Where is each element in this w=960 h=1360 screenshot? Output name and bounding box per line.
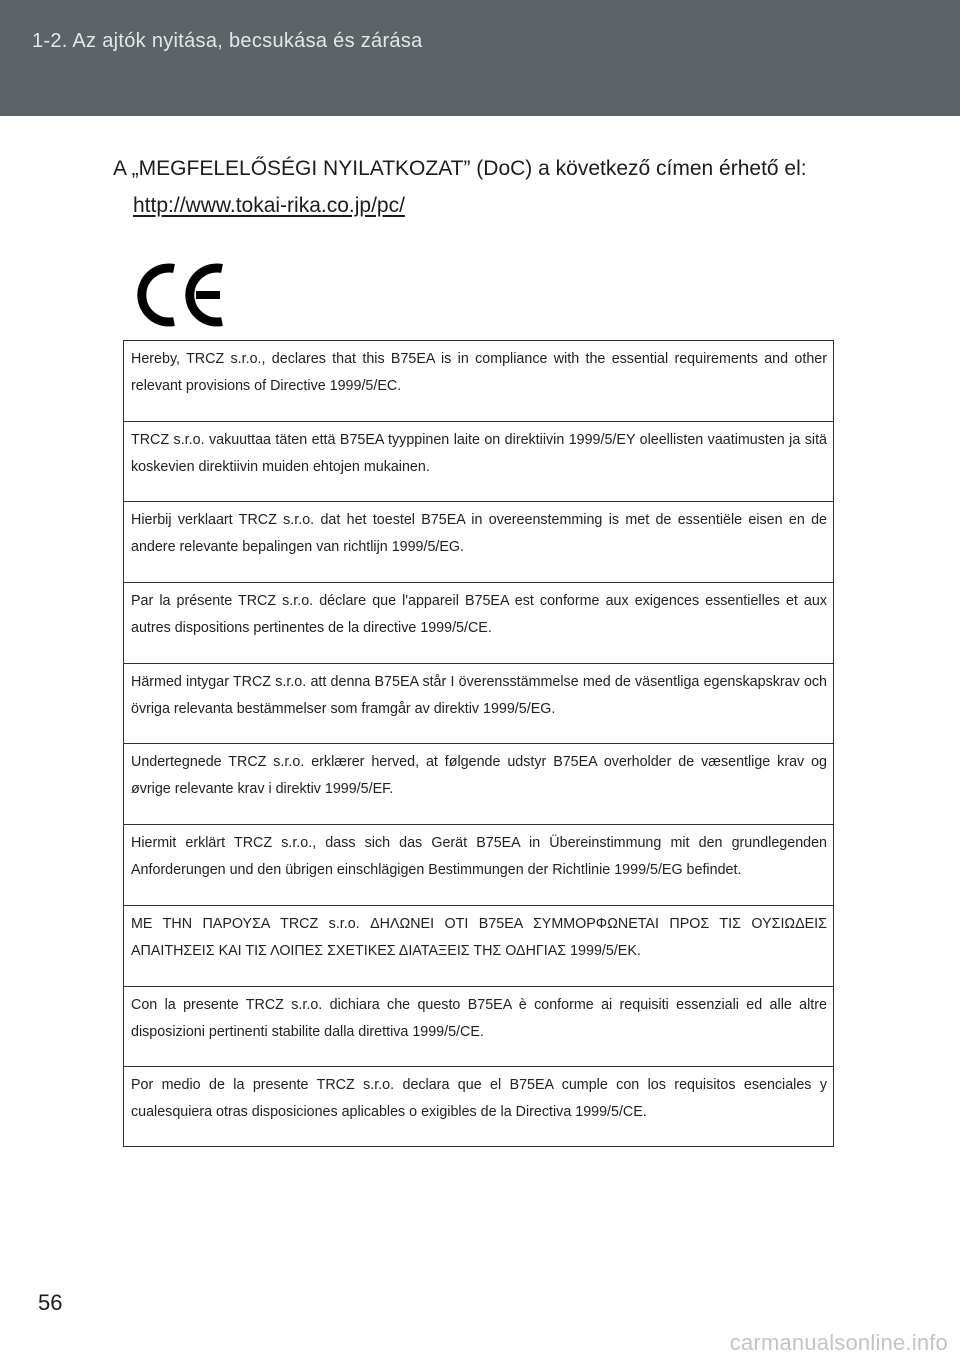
ce-mark-icon [136, 262, 226, 333]
page-number: 56 [38, 1290, 63, 1315]
doc-availability-text: A „MEGFELELŐSÉGI NYILATKOZAT” (DoC) a következő címen érhető el: [113, 157, 807, 180]
declaration-fi: TRCZ s.r.o. vakuuttaa täten että B75EA tyyppinen laite on direktiivin 1999/5/EY oleellisten vaatimusten ja sitä koskevien direktiivin muiden ehtojen mukainen. [124, 422, 833, 503]
declaration-el: ΜΕ ΤΗΝ ΠΑΡΟΥΣΑ TRCZ s.r.o. ΔΗΛΩΝΕΙ ΟΤΙ B75EA ΣΥΜΜΟΡΦΩΝΕΤΑΙ ΠΡΟΣ ΤΙΣ ΟΥΣΙΩΔΕΙΣ ΑΠΑΙΤΗΣΕΙΣ ΚΑΙ ΤΙΣ ΛΟΙΠΕΣ ΣΧΕΤΙΚΕΣ ΔΙΑΤΑΞΕΙΣ ΤΗΣ ΟΔΗΓΙΑΣ 1999/5/ΕΚ. [124, 906, 833, 987]
declaration-de: Hiermit erklärt TRCZ s.r.o., dass sich das Gerät B75EA in Übereinstimmung mit den grundlegenden Anforderungen und den übrigen einschlägigen Bestimmungen der Richtlinie 1999/5/EG befindet. [124, 825, 833, 906]
declaration-sv: Härmed intygar TRCZ s.r.o. att denna B75EA står I överensstämmelse med de väsentliga egenskapskrav och övriga relevanta bestämmelser som framgår av direktiv 1999/5/EG. [124, 664, 833, 745]
page-header [0, 0, 960, 116]
declaration-da: Undertegnede TRCZ s.r.o. erklærer herved, at følgende udstyr B75EA overholder de væsentlige krav og øvrige relevante krav i direktiv 1999/5/EF. [124, 744, 833, 825]
section-title: 1-2. Az ajtók nyitása, becsukása és zárása [32, 30, 423, 52]
declaration-table [123, 340, 834, 1147]
declaration-en: Hereby, TRCZ s.r.o., declares that this B75EA is in compliance with the essential requirements and other relevant provisions of Directive 1999/5/EC. [124, 341, 833, 422]
watermark: carmanualsonline.info [729, 1330, 948, 1355]
declaration-nl: Hierbij verklaart TRCZ s.r.o. dat het toestel B75EA in overeenstemming is met de essentiële eisen en de andere relevante bepalingen van richtlijn 1999/5/EG. [124, 502, 833, 583]
declaration-it: Con la presente TRCZ s.r.o. dichiara che questo B75EA è conforme ai requisiti essenziali ed alle altre disposizioni pertinenti stabilite dalla direttiva 1999/5/CE. [124, 987, 833, 1068]
doc-url-link[interactable]: http://www.tokai-rika.co.jp/pc/ [133, 194, 405, 217]
declaration-es: Por medio de la presente TRCZ s.r.o. declara que el B75EA cumple con los requisitos esenciales y cualesquiera otras disposiciones aplicables o exigibles de la Directiva 1999/5/CE. [131, 1077, 827, 1121]
declaration-fr: Par la présente TRCZ s.r.o. déclare que l'appareil B75EA est conforme aux exigences essentielles et aux autres dispositions pertinentes de la directive 1999/5/CE. [124, 583, 833, 664]
